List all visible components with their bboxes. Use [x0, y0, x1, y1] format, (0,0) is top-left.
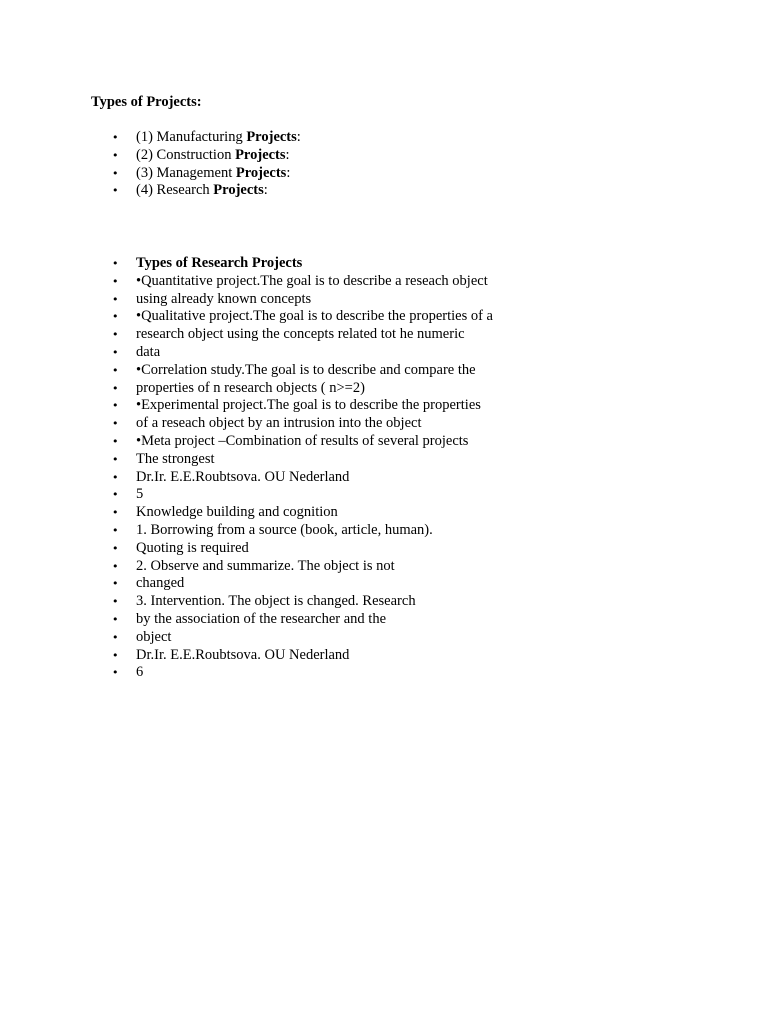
- list-item: [0, 326, 493, 344]
- list-item: [0, 344, 493, 362]
- list-item: [0, 593, 493, 611]
- list-item-text: using already known concepts: [136, 290, 312, 307]
- types-of-projects-heading: Types of Projects:: [91, 94, 202, 110]
- list-item-text: •Experimental project.The goal is to describe the properties: [136, 397, 481, 414]
- list-item: [0, 147, 301, 165]
- list-item-text: object: [136, 628, 172, 645]
- list-item-text: data: [136, 343, 161, 360]
- list-item: [0, 629, 493, 647]
- list-item-text: of a reseach object by an intrusion into the object: [136, 415, 422, 432]
- list-item: [0, 129, 301, 147]
- list-item-text: properties of n research objects ( n>=2): [136, 379, 365, 396]
- list-item-suffix: :: [286, 164, 291, 181]
- list-item: [0, 451, 493, 469]
- list-item-text: Knowledge building and cognition: [136, 504, 338, 521]
- list-item: [0, 611, 493, 629]
- list-item-text: •Quantitative project.The goal is to describe a reseach object: [136, 272, 488, 289]
- list-item: [0, 575, 493, 593]
- list-item-text: Dr.Ir. E.E.Roubtsova. OU Nederland: [136, 646, 350, 663]
- list-item-text: •Correlation study.The goal is to describe and compare the: [136, 361, 476, 378]
- list-item-text: (4) Research: [136, 182, 214, 199]
- list-item: [0, 415, 493, 433]
- list-item-text: changed: [136, 575, 185, 592]
- list-item-bold: Projects: [246, 129, 297, 145]
- list-item-text: (2) Construction: [136, 146, 236, 163]
- list-item: [0, 433, 493, 451]
- list-item-text: research object using the concepts related tot he numeric: [136, 326, 465, 343]
- list-item: [0, 486, 493, 504]
- list-item-text: 2. Observe and summarize. The object is not: [136, 557, 395, 574]
- list-item: [0, 273, 493, 291]
- project-types-list: [0, 129, 301, 200]
- list-item: [0, 165, 301, 183]
- list-item: [0, 291, 493, 309]
- list-item-text: 6: [136, 664, 144, 681]
- list-item: [0, 255, 493, 273]
- list-item: [0, 522, 493, 540]
- list-item-text: by the association of the researcher and the: [136, 610, 387, 627]
- research-projects-list: [0, 255, 493, 682]
- list-item-text: 3. Intervention. The object is changed. Research: [136, 593, 416, 610]
- list-item-text: (1) Manufacturing: [136, 129, 247, 145]
- list-item: [0, 397, 493, 415]
- list-item-suffix: :: [296, 129, 301, 145]
- list-item: [0, 380, 493, 398]
- list-item-bold: Projects: [235, 164, 287, 181]
- list-item: [0, 308, 493, 326]
- list-item-bold: Projects: [213, 182, 264, 199]
- list-item: [0, 182, 301, 200]
- list-item-text: (3) Management: [136, 164, 236, 181]
- list-item-text: 5: [136, 486, 144, 503]
- list-item-suffix: :: [263, 182, 268, 199]
- list-item-text: 1. Borrowing from a source (book, article, human).: [136, 521, 433, 538]
- list-item: [0, 469, 493, 487]
- list-item-text: Dr.Ir. E.E.Roubtsova. OU Nederland: [136, 468, 350, 485]
- list-item-text: Quoting is required: [136, 539, 249, 556]
- list-item: [0, 664, 493, 682]
- list-item-text: •Meta project –Combination of results of several projects: [136, 432, 469, 449]
- list-item-suffix: :: [285, 146, 290, 163]
- list-item: [0, 540, 493, 558]
- list-item: [0, 362, 493, 380]
- list-item: [0, 558, 493, 576]
- list-item-bold: Projects: [235, 146, 286, 163]
- list-item-text: The strongest: [136, 450, 215, 467]
- list-item: [0, 504, 493, 522]
- list-item-text: •Qualitative project.The goal is to describe the properties of a: [136, 308, 493, 325]
- list-item: [0, 647, 493, 665]
- research-heading: Types of Research Projects: [136, 255, 303, 271]
